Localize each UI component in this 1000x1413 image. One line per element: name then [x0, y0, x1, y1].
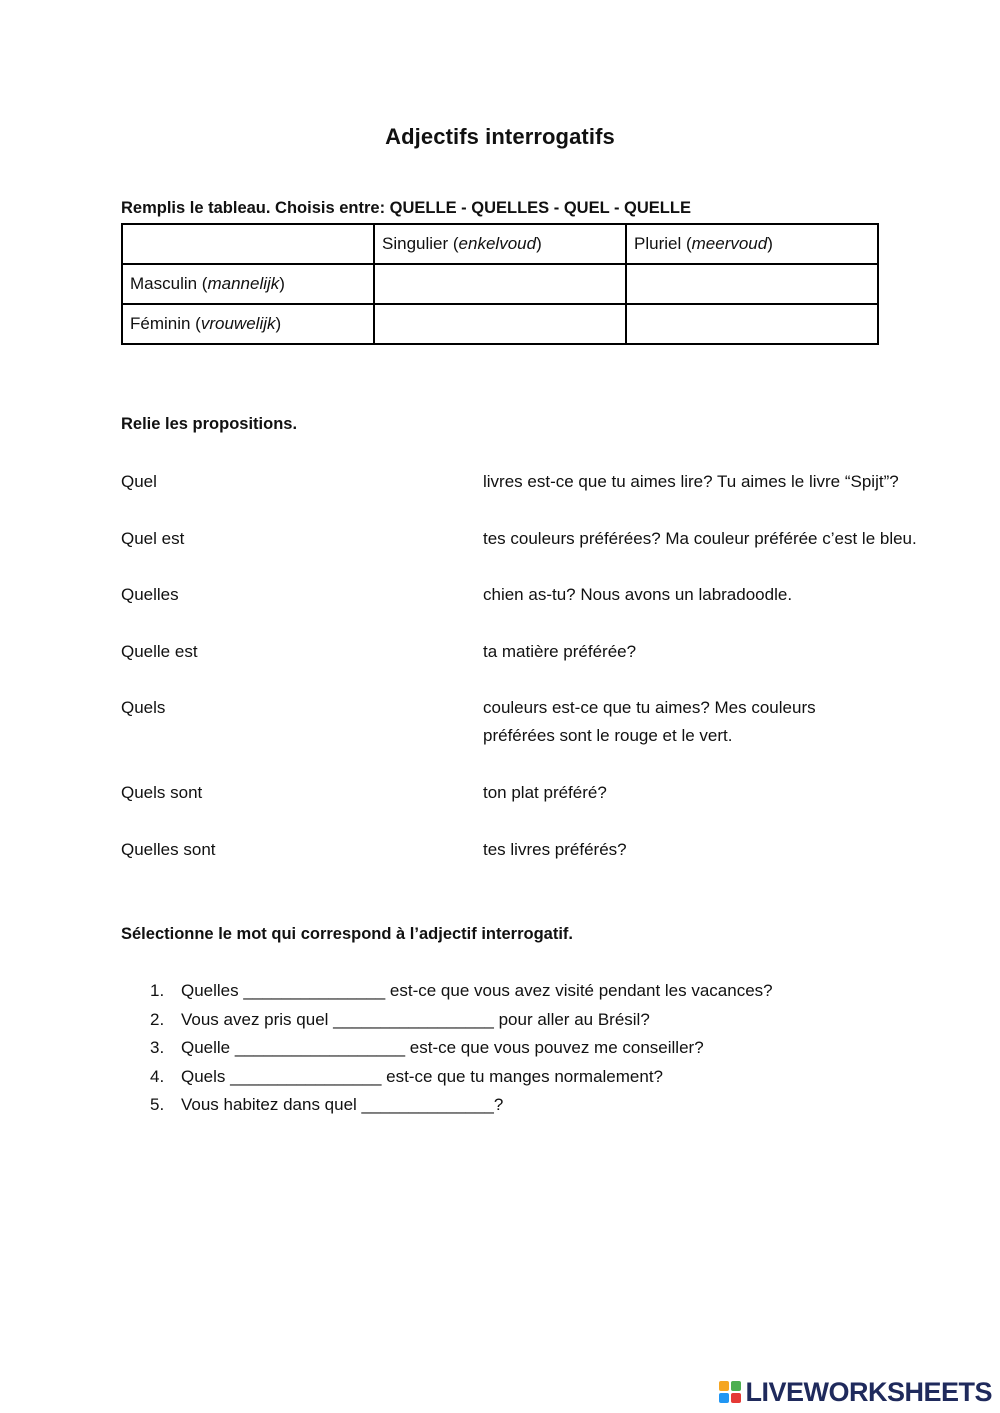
list-item [150, 1063, 773, 1092]
match-right-1[interactable]: livres est-ce que tu aimes lire? Tu aimes le livre “Spijt”? [483, 472, 899, 491]
table-corner-cell [122, 224, 374, 264]
table-row-masculin [122, 264, 878, 304]
item-number: 5. [150, 1095, 165, 1115]
header-singulier: Singulier (enkelvoud) [374, 224, 626, 264]
item-number: 1. [150, 981, 165, 1000]
match-left-3[interactable]: Quelles [121, 585, 179, 604]
section3-instruction: Sélectionne le mot qui correspond à l’adjectif interrogatif. [121, 925, 573, 943]
item-sentence[interactable]: Vous habitez dans quel ______________? [181, 1095, 504, 1115]
answer-cell-masculin-pluriel[interactable] [626, 264, 878, 304]
list-item [150, 1034, 773, 1063]
list-item [150, 1091, 773, 1120]
match-right-7[interactable]: tes livres préférés? [483, 840, 627, 859]
match-left-6[interactable]: Quels sont [121, 783, 203, 802]
match-left-1[interactable]: Quel [121, 472, 157, 491]
section2-instruction: Relie les propositions. [121, 415, 298, 433]
match-right-6[interactable]: ton plat préféré? [483, 783, 607, 802]
fill-in-list [150, 977, 773, 1120]
match-right-5[interactable] [483, 694, 983, 750]
answer-cell-feminin-pluriel[interactable] [626, 304, 878, 344]
adjective-table [121, 223, 879, 345]
item-sentence[interactable]: Vous avez pris quel _________________ pour aller au Brésil? [181, 1009, 650, 1029]
row-label-feminin: Féminin (vrouwelijk) [122, 304, 374, 344]
match-right-4[interactable]: ta matière préférée? [483, 642, 637, 661]
item-sentence[interactable]: Quels ________________ est-ce que tu manges normalement? [181, 1066, 664, 1086]
match-right-2[interactable]: tes couleurs préférées? Ma couleur préférée c’est le bleu. [483, 529, 917, 548]
table-row-feminin [122, 304, 878, 344]
item-number: 2. [150, 1009, 165, 1029]
match-left-4[interactable]: Quelle est [121, 642, 198, 661]
header-pluriel: Pluriel (meervoud) [626, 224, 878, 264]
item-sentence[interactable]: Quelle __________________ est-ce que vous pouvez me conseiller? [181, 1038, 704, 1058]
match-left-5[interactable]: Quels [121, 698, 166, 717]
match-right-3[interactable]: chien as-tu? Nous avons un labradoodle. [483, 585, 793, 604]
logo-mark-icon [719, 1381, 741, 1403]
item-number: 4. [150, 1066, 165, 1086]
answer-cell-masculin-singulier[interactable] [374, 264, 626, 304]
match-left-2[interactable]: Quel est [121, 529, 185, 548]
match-right-5-line1: couleurs est-ce que tu aimes? Mes couleurs [483, 698, 816, 717]
logo-text: LIVEWORKSHEETS [745, 1376, 992, 1407]
section1-instruction: Remplis le tableau. Choisis entre: QUELLE - QUELLES - QUEL - QUELLE [121, 199, 691, 217]
table-header-row [122, 224, 878, 264]
list-item [150, 1006, 773, 1035]
page-title: Adjectifs interrogatifs [385, 124, 615, 149]
row-label-masculin: Masculin (mannelijk) [122, 264, 374, 304]
match-left-7[interactable]: Quelles sont [121, 840, 216, 859]
list-item [150, 977, 773, 1006]
liveworksheets-logo [719, 1377, 992, 1407]
item-sentence[interactable]: Quelles _______________ est-ce que vous avez visité pendant les vacances? [181, 981, 773, 1000]
match-right-5-line2: préférées sont le rouge et le vert. [483, 726, 733, 745]
answer-cell-feminin-singulier[interactable] [374, 304, 626, 344]
item-number: 3. [150, 1038, 165, 1058]
